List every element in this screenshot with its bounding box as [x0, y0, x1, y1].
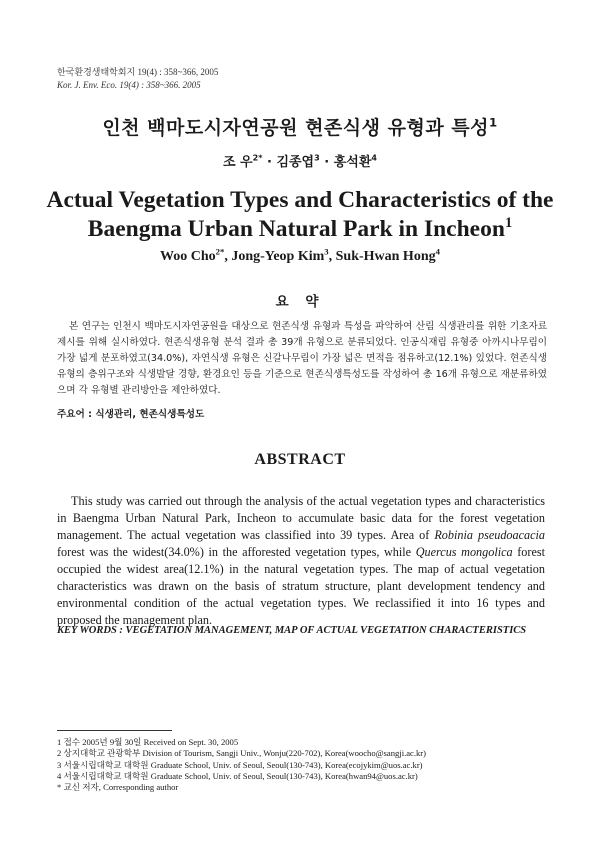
author-affiliation-mark: 4: [371, 153, 378, 163]
journal-citation-english: Kor. J. Env. Eco. 19(4) : 358~366. 2005: [57, 80, 201, 90]
english-author-name: Woo Cho: [160, 249, 216, 264]
footnotes: [57, 737, 426, 793]
english-title-line-1: Actual Vegetation Types and Characteristics of the: [46, 187, 554, 213]
species-name: Robinia pseudoacacia: [434, 528, 546, 542]
footnote-item: * 교신 저자, Corresponding author: [57, 782, 179, 793]
journal-citation: [57, 66, 218, 92]
footnote-item: 1 접수 2005년 9월 30일 Received on Sept. 30, 2005: [57, 737, 239, 747]
english-title: [0, 186, 600, 244]
english-abstract-body: [57, 493, 545, 629]
author-separator: ,: [224, 249, 232, 264]
korean-author-name: 김종엽: [276, 155, 315, 170]
korean-author-name: 조 우: [222, 155, 253, 170]
abstract-text: forest was the widest(34.0%) in the afforested vegetation types, while: [57, 545, 416, 559]
author-affiliation-mark: 2*: [252, 153, 263, 163]
korean-abstract-heading: 요 약: [275, 294, 325, 310]
english-author-name: Jong-Yeop Kim: [231, 249, 325, 264]
author-separator: ·: [262, 155, 277, 170]
author-separator: ,: [328, 249, 336, 264]
abstract-text: forest occupied the widest area(12.1%) in the natural vegetation types. The map of actual vegetation characteristics was drawn on the basis of stratum structure, plant development tendency and environmental condition of the actual vegetation types. We reclassified it into 16 types and proposed the management plan.: [57, 545, 545, 627]
species-name: Quercus mongolica: [415, 545, 513, 559]
author-affiliation-mark: 3: [314, 153, 320, 163]
korean-title-text: 인천 백마도시자연공원 현존식생 유형과 특성: [102, 117, 489, 139]
korean-author-name: 홍석환: [333, 155, 372, 170]
korean-title: [0, 113, 600, 140]
journal-citation-korean: 한국환경생태학회지 19(4) : 358~366, 2005: [57, 67, 219, 77]
korean-keywords: 주요어 : 식생관리, 현존식생특성도: [57, 409, 205, 420]
author-affiliation-mark: 4: [435, 246, 440, 257]
footnote-item: 3 서울시립대학교 대학원 Graduate School, Univ. of Seoul, Seoul(130-743), Korea(ecojykim@uos.ac.kr): [57, 759, 423, 770]
korean-abstract-body: 본 연구는 인천시 백마도시자연공원을 대상으로 현존식생 유형과 특성을 파악하여 산림 식생관리를 위한 기초자료 제시를 위해 실시하였다. 현존식생유형 분석 결과 총 39개 유형으로 분류되었다. 인공식재림 유형중 아까시나무림이 가장 넓게 분포하였고(34.0%), 자연식생 유형은 신갈나무림이 가장 넓은 면적을 점유하고(12.1%) 있었다. 현존식생유형의 층위구조와 식생발달 경향, 환경요인 등을 기준으로 현존식생특성도를 작성하여 총 16개 유형으로 재분류하였으며 각 유형별 관리방안을 제안하였다.: [57, 321, 547, 396]
english-keywords: KEY WORDS : VEGETATION MANAGEMENT, MAP OF ACTUAL VEGETATION CHARACTERISTICS: [57, 625, 527, 636]
footnote-item: 4 서울시립대학교 대학원 Graduate School, Univ. of Seoul, Seoul(130-743), Korea(hwan94@uos.ac.kr): [57, 770, 418, 781]
english-title-line-2-text: Baengma Urban Natural Park in Incheon: [87, 216, 505, 242]
english-authors: [0, 246, 600, 265]
korean-title-footnote-mark: 1: [489, 115, 498, 130]
english-title-line-2: [0, 215, 600, 244]
author-separator: ·: [319, 155, 334, 170]
english-title-footnote-mark: 1: [504, 215, 513, 232]
footnote-divider: [57, 730, 172, 731]
author-affiliation-mark: 2*: [215, 246, 225, 257]
author-affiliation-mark: 3: [324, 246, 329, 257]
abstract-text: This study was carried out through the analysis of the actual vegetation types and characteristics in Baengma Urban Natural Park, Incheon to accumulate basic data for the forest vegetation management. The actual vegetation was classified into 39 types. Area of: [57, 494, 545, 542]
english-abstract-heading: ABSTRACT: [254, 451, 346, 468]
korean-authors: [0, 151, 600, 170]
english-author-name: Suk-Hwan Hong: [335, 249, 436, 264]
footnote-item: 2 상지대학교 관광학부 Division of Tourism, Sangji Univ., Wonju(220-702), Korea(woocho@sangji.ac.kr): [57, 748, 427, 759]
